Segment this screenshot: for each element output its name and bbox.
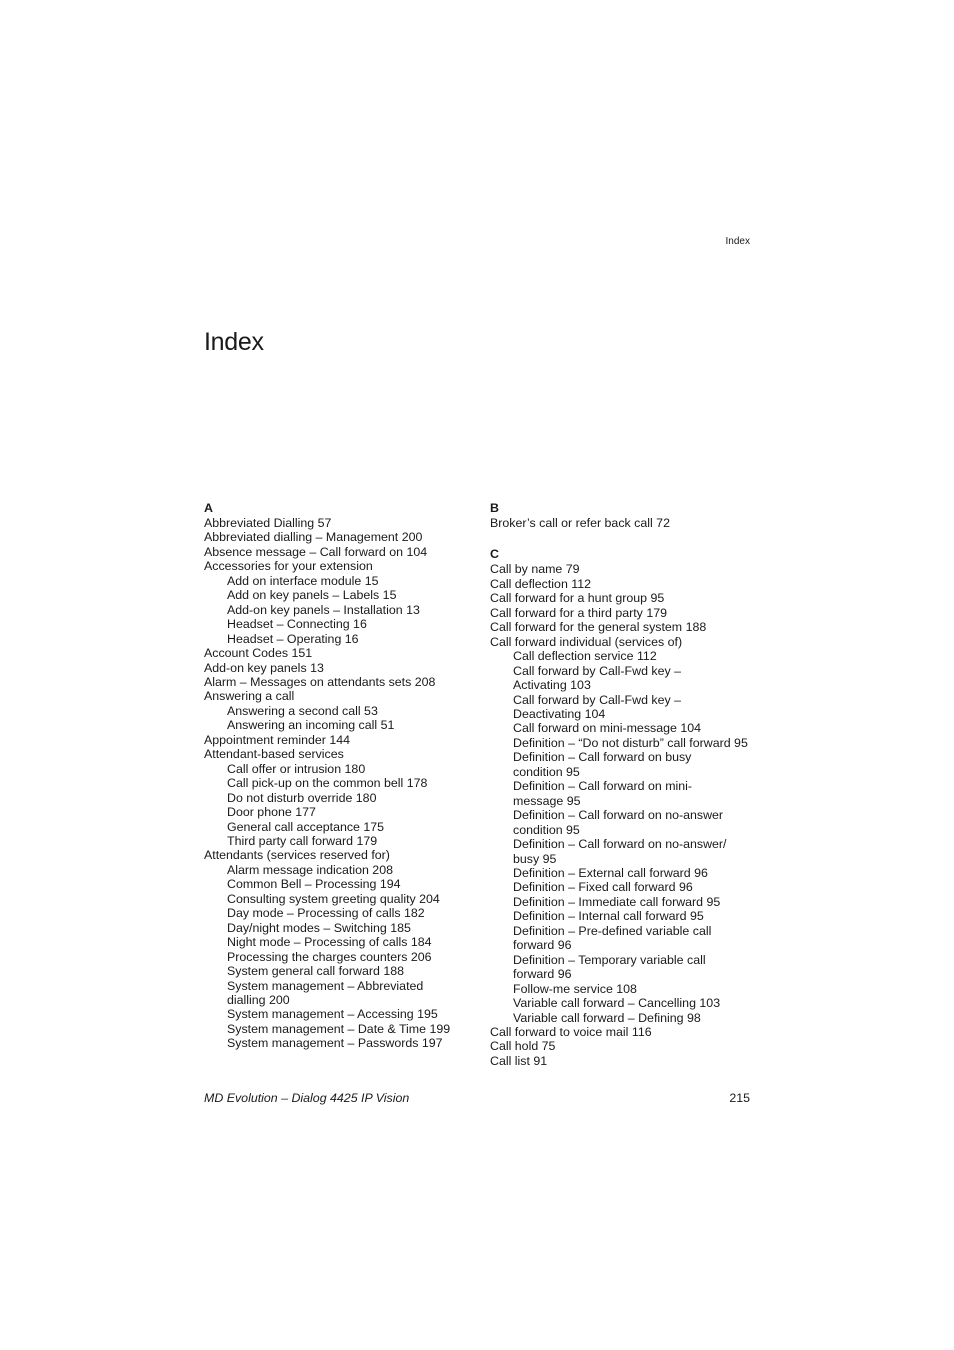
index-subentry: System general call forward 188 — [227, 964, 404, 979]
index-entry: Account Codes 151 — [204, 646, 313, 661]
index-section — [490, 547, 760, 1068]
index-subentry: System management – Date & Time 199 — [227, 1021, 451, 1036]
index-subentry: System management – Passwords 197 — [227, 1036, 443, 1051]
index-subentry: Definition – External call forward 96 — [513, 865, 708, 880]
index-entry: Attendants (services reserved for) — [204, 848, 390, 863]
index-subentry: Definition – Call forward on no-answer/ — [513, 837, 727, 852]
footer-document-title: MD Evolution – Dialog 4425 IP Vision — [204, 1091, 410, 1105]
index-subentry: Definition – Internal call forward 95 — [513, 909, 704, 924]
index-subentry: dialling 200 — [227, 992, 290, 1007]
section-letter: C — [490, 547, 499, 562]
index-subentry: Definition – Pre-defined variable call — [513, 923, 712, 938]
index-subentry: Deactivating 104 — [513, 706, 606, 721]
index-section — [204, 501, 474, 1051]
index-entry: Accessories for your extension — [204, 559, 373, 574]
index-subentry: Door phone 177 — [227, 805, 316, 820]
index-entry: Call forward for the general system 188 — [490, 620, 707, 635]
index-entry: Absence message – Call forward on 104 — [204, 544, 428, 559]
index-subentry: Do not disturb override 180 — [227, 790, 377, 805]
index-subentry: Definition – “Do not disturb” call forward 95 — [513, 735, 748, 750]
running-head: Index — [725, 236, 750, 247]
index-column-right — [490, 501, 760, 1085]
index-column-left — [204, 501, 474, 1068]
index-entry: Answering a call — [204, 689, 295, 704]
index-subentry: message 95 — [513, 793, 581, 808]
index-subentry: Night mode – Processing of calls 184 — [227, 935, 432, 950]
index-entry: Call list 91 — [490, 1053, 548, 1068]
index-subentry: Processing the charges counters 206 — [227, 949, 432, 964]
index-subentry: Call forward by Call-Fwd key – — [513, 692, 682, 707]
index-subentry: Definition – Fixed call forward 96 — [513, 880, 693, 895]
index-subentry: Definition – Call forward on no-answer — [513, 808, 724, 823]
index-subentry: Add on interface module 15 — [227, 573, 379, 588]
index-subentry: Add on key panels – Labels 15 — [227, 588, 397, 603]
index-subentry: Definition – Temporary variable call — [513, 952, 706, 967]
page-title: Index — [204, 328, 264, 356]
index-subentry: condition 95 — [513, 764, 580, 779]
index-entry: Call forward for a third party 179 — [490, 605, 667, 620]
index-subentry: Third party call forward 179 — [227, 833, 378, 848]
index-subentry: Call forward by Call-Fwd key – — [513, 663, 682, 678]
index-entry: Alarm – Messages on attendants sets 208 — [204, 674, 436, 689]
index-entry: Call forward for a hunt group 95 — [490, 591, 665, 606]
index-subentry: Add-on key panels – Installation 13 — [227, 602, 420, 617]
index-subentry: forward 96 — [513, 967, 572, 982]
index-entry: Abbreviated dialling – Management 200 — [204, 530, 423, 545]
index-subentry: Common Bell – Processing 194 — [227, 877, 401, 892]
section-letter: A — [204, 501, 213, 515]
index-subentry: Call deflection service 112 — [513, 649, 657, 664]
index-subentry: System management – Abbreviated — [227, 978, 424, 993]
index-subentry: Call offer or intrusion 180 — [227, 761, 366, 776]
index-subentry: Answering an incoming call 51 — [227, 718, 395, 733]
section-letter: B — [490, 501, 499, 515]
index-entry: Broker’s call or refer back call 72 — [490, 516, 670, 530]
index-subentry: Alarm message indication 208 — [227, 862, 393, 877]
index-subentry: Follow-me service 108 — [513, 981, 637, 996]
index-entry: Call forward individual (services of) — [490, 634, 683, 649]
index-subentry: Call pick-up on the common bell 178 — [227, 776, 428, 791]
index-subentry: Answering a second call 53 — [227, 703, 378, 718]
index-subentry: Definition – Call forward on mini- — [513, 779, 693, 794]
index-subentry: Day mode – Processing of calls 182 — [227, 906, 425, 921]
index-entry: Add-on key panels 13 — [204, 660, 324, 675]
index-entry: Appointment reminder 144 — [204, 732, 351, 747]
index-subentry: forward 96 — [513, 938, 572, 953]
index-subentry: condition 95 — [513, 822, 580, 837]
index-subentry: System management – Accessing 195 — [227, 1007, 438, 1022]
index-entry: Abbreviated Dialling 57 — [204, 516, 332, 530]
index-entry: Call forward to voice mail 116 — [490, 1024, 652, 1039]
index-subentry: Consulting system greeting quality 204 — [227, 891, 440, 906]
index-subentry: Definition – Call forward on busy — [513, 750, 692, 765]
index-subentry: Activating 103 — [513, 678, 591, 693]
index-entry: Call by name 79 — [490, 562, 580, 577]
index-subentry: Headset – Operating 16 — [227, 631, 359, 646]
footer-page-number: 215 — [729, 1091, 750, 1105]
index-entry: Attendant-based services — [204, 747, 344, 762]
index-entry: Call hold 75 — [490, 1039, 556, 1054]
index-subentry: Headset – Connecting 16 — [227, 617, 367, 632]
index-subentry: Variable call forward – Cancelling 103 — [513, 996, 721, 1011]
index-entry: Call deflection 112 — [490, 576, 592, 591]
index-section — [490, 501, 760, 530]
index-subentry: Definition – Immediate call forward 95 — [513, 894, 721, 909]
index-subentry: General call acceptance 175 — [227, 819, 385, 834]
index-subentry: busy 95 — [513, 851, 557, 866]
index-subentry: Day/night modes – Switching 185 — [227, 920, 411, 935]
index-subentry: Call forward on mini-message 104 — [513, 721, 702, 736]
index-subentry: Variable call forward – Defining 98 — [513, 1010, 701, 1025]
